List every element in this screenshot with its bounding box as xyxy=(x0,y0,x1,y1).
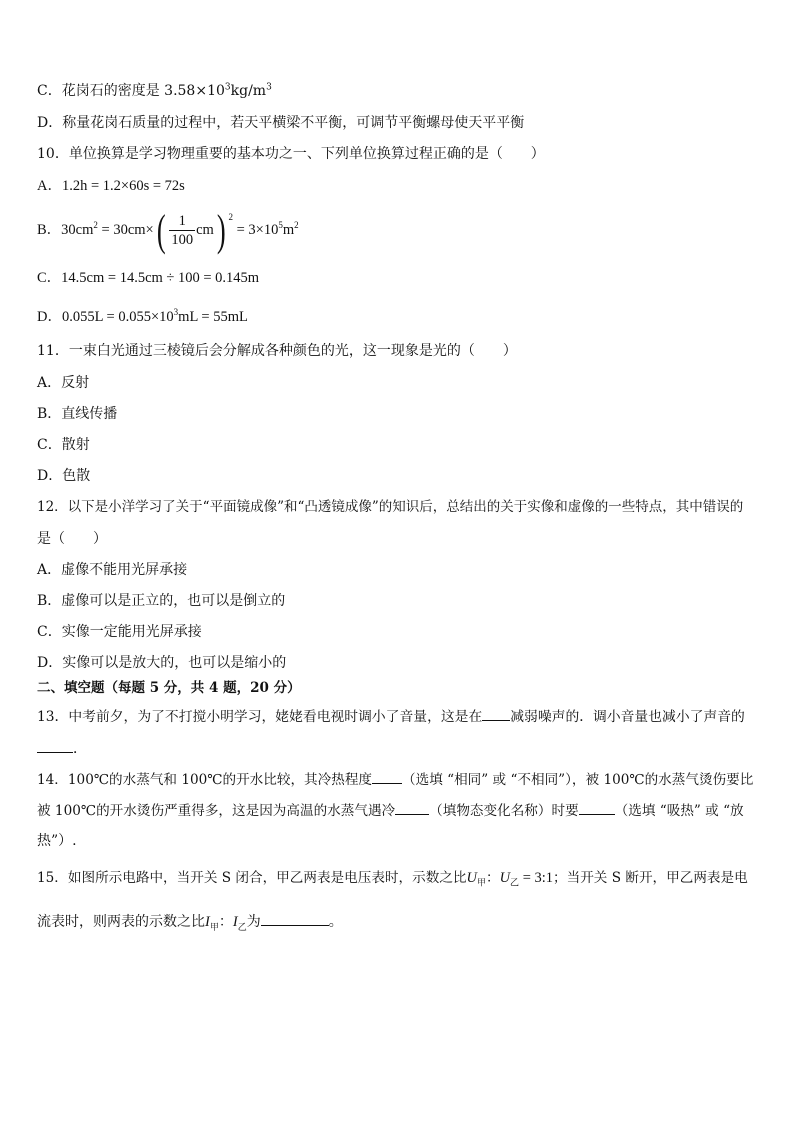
q15-colon: ： xyxy=(485,870,500,886)
q12-option-d: D．实像可以是放大的，也可以是缩小的 xyxy=(37,655,287,671)
q14-text-2a: 被 100℃的开水烫伤严重得多，这是因为高温的水蒸气遇冷 xyxy=(37,803,396,819)
q15-blank[interactable] xyxy=(261,911,329,926)
q14-line3: 热”）. xyxy=(37,833,77,849)
left-paren-icon: ( xyxy=(156,205,166,255)
q9-option-c-text: C．花岗石的密度是 3.58×10 xyxy=(37,83,225,99)
q10-option-b-left-exp: 2 xyxy=(93,220,98,231)
q15-text-1b: ；当开关 S 断开，甲乙两表是电 xyxy=(553,870,748,886)
q15-u-symbol: U xyxy=(466,870,477,886)
q13-line2 xyxy=(37,738,87,759)
q9-option-c-unit: kg/m xyxy=(230,83,267,99)
q14-blank-2[interactable] xyxy=(395,800,429,815)
q15-text-1a: 15．如图所示电路中，当开关 S 闭合，甲乙两表是电压表时，示数之比 xyxy=(37,870,467,886)
q10-option-d-exp: 3 xyxy=(173,307,179,318)
q15-i-symbol-2: I xyxy=(232,914,238,930)
q9-option-c-unit-exp: 3 xyxy=(266,82,272,93)
q14-blank-1[interactable] xyxy=(372,769,402,784)
q15-i-symbol: I xyxy=(205,914,210,930)
q10-option-d xyxy=(37,307,248,327)
q15-line1 xyxy=(37,868,748,888)
q9-option-d: D．称量花岗石质量的过程中，若天平横梁不平衡，可调节平衡螺母使天平平衡 xyxy=(37,115,525,131)
q13-blank-1[interactable] xyxy=(482,706,510,721)
q10-option-d-expr2: mL = 55mL xyxy=(178,309,248,325)
q15-text-2b: 为 xyxy=(246,914,261,930)
q15-text-2c: 。 xyxy=(328,914,343,930)
fraction-denominator: 100 xyxy=(171,232,194,249)
q12-option-c: C．实像一定能用光屏承接 xyxy=(37,624,202,640)
q15-text-2a: 流表时，则两表的示数之比 xyxy=(37,914,205,930)
q14-line2 xyxy=(37,800,744,821)
fraction-numerator: 1 xyxy=(169,212,195,231)
q11-option-c: C．散射 xyxy=(37,437,90,453)
q15-u-symbol-2: U xyxy=(499,870,511,886)
q14-text-2b: （填物态变化名称）时要 xyxy=(429,803,579,819)
q15-i-sub-jia: 甲 xyxy=(209,922,219,933)
q13-text-2: 减弱噪声的．调小音量也减小了声音的 xyxy=(510,709,745,725)
q15-u-sub-jia: 甲 xyxy=(476,878,486,889)
q12-stem-line1: 12．以下是小洋学习了关于“平面镜成像”和“凸透镜成像”的知识后，总结出的关于实像和虚像的一些特点，其中错误的 xyxy=(37,499,744,515)
q14-line1 xyxy=(37,769,753,790)
q10-option-b-label: B． xyxy=(37,222,62,238)
q15-line2 xyxy=(37,911,343,932)
section-heading: 二、填空题（每题 5 分，共 4 题，20 分） xyxy=(37,680,301,696)
q13-text-1: 13．中考前夕，为了不打搅小明学习，姥姥看电视时调小了音量，这是在 xyxy=(37,709,483,725)
q14-text-1b: （选填 “相同” 或 “不相同”），被 100℃的水蒸气烫伤要比 xyxy=(402,772,754,788)
right-paren-icon: ) xyxy=(216,205,226,255)
q10-option-b-frac-unit: cm xyxy=(196,222,214,238)
q15-u-sub-yi: 乙 xyxy=(510,878,520,889)
q10-option-b-eq2: = 3×10 xyxy=(233,222,279,238)
q10-option-b xyxy=(37,206,299,254)
q13-text-3: ． xyxy=(73,741,87,757)
q10-option-b-left: 30cm xyxy=(61,222,94,238)
q15-ratio: = 3:1 xyxy=(519,870,554,886)
q10-option-d-label: D． xyxy=(37,309,62,325)
q12-option-a: A．虚像不能用光屏承接 xyxy=(37,562,188,578)
q11-stem: 11．一束白光通过三棱镜后会分解成各种颜色的光，这一现象是光的（ ） xyxy=(37,343,517,359)
q10-option-d-expr1: 0.055L = 0.055×10 xyxy=(61,309,174,325)
q10-option-b-fraction xyxy=(169,212,195,249)
q10-option-b-result-unit: m xyxy=(282,222,295,238)
q10-option-a: A．1.2h = 1.2×60s = 72s xyxy=(37,178,185,194)
q10-stem: 10．单位换算是学习物理重要的基本功之一、下列单位换算过程正确的是（ ） xyxy=(37,146,545,162)
q11-option-d: D．色散 xyxy=(37,468,91,484)
q11-option-b: B．直线传播 xyxy=(37,406,118,422)
q12-option-b: B．虚像可以是正立的，也可以是倒立的 xyxy=(37,593,286,609)
q10-option-b-outer-exp: 2 xyxy=(228,212,233,223)
q10-option-c: C．14.5cm = 14.5cm ÷ 100 = 0.145m xyxy=(37,270,260,286)
q13-blank-2[interactable] xyxy=(37,738,73,753)
q10-option-b-eq1: = 30cm× xyxy=(97,222,154,238)
q14-text-2c: （选填 “吸热” 或 “放 xyxy=(614,803,744,819)
q14-blank-3[interactable] xyxy=(579,800,615,815)
q12-stem-line2: 是（ ） xyxy=(37,531,107,547)
q9-option-c xyxy=(37,81,272,101)
q15-i-sub-yi: 乙 xyxy=(237,922,247,933)
q11-option-a: A．反射 xyxy=(37,375,90,391)
q9-option-c-exp: 3 xyxy=(224,82,231,93)
q13-line1 xyxy=(37,706,745,727)
q10-option-b-pow-exp: 5 xyxy=(278,220,283,231)
q15-colon-2: ： xyxy=(218,914,233,930)
q10-option-b-result-exp: 2 xyxy=(294,220,299,231)
q14-text-1a: 14．100℃的水蒸气和 100℃的开水比较，其冷热程度 xyxy=(37,772,373,788)
